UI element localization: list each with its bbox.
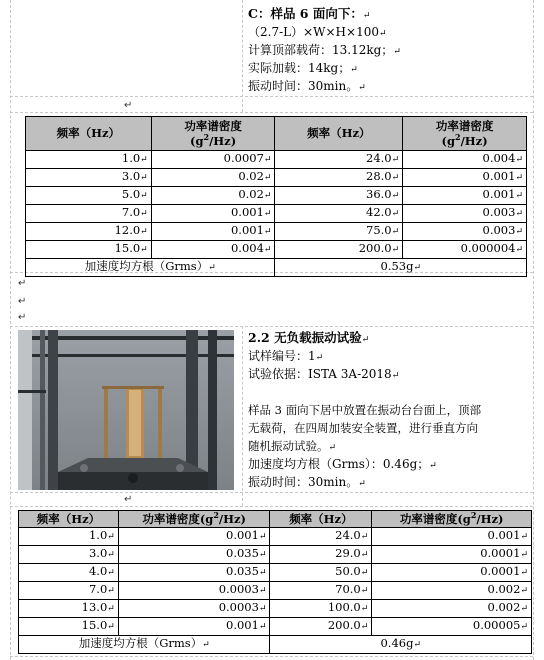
table-row (19, 582, 532, 600)
para-mark: ↵ (520, 622, 528, 632)
para-mark: ↵ (263, 155, 272, 165)
header-text: 功率谱密度(g (142, 511, 214, 526)
layout-guide (10, 492, 533, 493)
section-c-title (248, 6, 370, 24)
frequency-cell (270, 582, 372, 600)
para-mark: ↵ (358, 479, 366, 489)
cell-value: 1.0 (88, 528, 108, 542)
para-mark: ↵ (18, 296, 27, 307)
para-mark: ↵ (258, 586, 267, 596)
para-mark: ↵ (358, 83, 366, 93)
para-mark: ↵ (107, 586, 115, 596)
table-row (19, 564, 532, 582)
header-text: (g (190, 133, 204, 148)
cell-value: 24.0 (335, 528, 361, 542)
sample-number (248, 348, 323, 366)
para-mark: ↵ (140, 173, 148, 183)
frequency-cell (26, 205, 152, 223)
description-text: 样品 3 面向下居中放置在振动台台面上，顶部 (248, 403, 482, 417)
cell-value: 0.00005 (472, 618, 521, 632)
para-mark: ↵ (263, 227, 272, 237)
cell-value: 0.0001 (480, 546, 521, 560)
cell-value: 0.001 (482, 187, 516, 201)
para-mark: ↵ (360, 550, 369, 560)
layout-guide (10, 656, 533, 657)
psd-table-2 (18, 510, 532, 654)
header-freq (19, 511, 119, 528)
para-mark: ↵ (520, 532, 528, 542)
para-mark: ↵ (263, 245, 272, 255)
cell-value: 0.000004 (460, 241, 516, 255)
para-mark: ↵ (140, 155, 148, 165)
para-mark: ↵ (263, 191, 272, 201)
psd-cell (372, 546, 532, 564)
layout-guide (10, 0, 11, 660)
para-mark: ↵ (258, 604, 267, 614)
para-mark: ↵ (263, 209, 272, 219)
table-row (19, 618, 532, 636)
cell-value: 75.0 (366, 223, 392, 237)
frequency-cell (275, 223, 403, 241)
frequency-cell (26, 187, 152, 205)
psd-cell (403, 241, 527, 259)
header-text: 功率谱密度 (184, 118, 242, 133)
psd-cell (403, 169, 527, 187)
table-row (26, 169, 527, 187)
cell-value: 5.0 (121, 187, 141, 201)
para-mark: ↵ (515, 209, 523, 219)
para-mark: ↵ (360, 586, 369, 596)
section-22-title-text: 2.2 无负载振动试验 (248, 330, 362, 345)
cell-value: 0.001 (230, 223, 264, 237)
cell-value: 3.0 (121, 169, 141, 183)
para-mark: ↵ (258, 622, 267, 632)
description-line (248, 438, 336, 456)
grms-text: 加速度均方根（Grms）：0.46g； (248, 457, 430, 471)
para-mark: ↵ (263, 173, 272, 183)
frequency-cell (19, 582, 119, 600)
table-row (26, 223, 527, 241)
para-mark: ↵ (520, 586, 528, 596)
table-row (26, 187, 527, 205)
psd-cell (403, 223, 527, 241)
cell-value: 15.0 (81, 618, 108, 632)
grms-value-text: 0.53g (380, 259, 414, 273)
header-text: /Hz) (218, 511, 246, 526)
table-row (19, 528, 532, 546)
table-row (19, 600, 532, 618)
grms-value (270, 636, 532, 654)
psd-cell (151, 187, 275, 205)
cell-value: 29.0 (335, 546, 361, 560)
psd-cell (403, 187, 527, 205)
header-sup: 2 (455, 131, 461, 142)
cell-value: 4.0 (88, 564, 108, 578)
para-mark: ↵ (360, 604, 369, 614)
frequency-cell (270, 546, 372, 564)
layout-guide (533, 0, 534, 660)
dimension-text: （2.7-L）×W×H×100 (248, 25, 379, 39)
frequency-cell (26, 223, 152, 241)
layout-guide (10, 326, 533, 327)
cell-value: 0.001 (226, 618, 259, 632)
para-mark: ↵ (391, 245, 400, 255)
cell-value: 100.0 (327, 600, 361, 614)
para-mark: ↵ (258, 568, 267, 578)
grms-value-text: 0.46g (380, 636, 414, 650)
section-22-title (248, 330, 369, 348)
para-mark: ↵ (360, 622, 369, 632)
sample-number-text: 试样编号：1 (248, 349, 316, 363)
cell-value: 0.0003 (218, 582, 259, 596)
section-c-calc-load (248, 42, 401, 60)
cell-value: 7.0 (88, 582, 108, 596)
psd-cell (403, 205, 527, 223)
cell-value: 200.0 (327, 618, 361, 632)
section-c-dimension (248, 24, 387, 42)
para-mark: ↵ (391, 227, 400, 237)
cell-value: 0.035 (226, 564, 259, 578)
frequency-cell (19, 618, 119, 636)
para-mark: ↵ (391, 173, 400, 183)
psd-cell (151, 241, 275, 259)
psd-cell (372, 528, 532, 546)
psd-cell (151, 205, 275, 223)
cell-value: 13.0 (81, 600, 108, 614)
cell-value: 0.004 (482, 151, 516, 165)
header-psd (403, 117, 527, 151)
cell-value: 0.0003 (218, 600, 259, 614)
para-mark: ↵ (107, 604, 115, 614)
description-text: 无载荷，在四周加装安全装置，进行垂直方向 (248, 421, 478, 435)
cell-value: 0.001 (482, 169, 516, 183)
cell-value: 0.001 (230, 205, 264, 219)
para-mark: ↵ (18, 278, 27, 289)
para-mark: ↵ (515, 227, 523, 237)
header-sup: 2 (470, 509, 477, 520)
para-mark: ↵ (315, 353, 324, 363)
para-mark: ↵ (391, 209, 400, 219)
cell-value: 50.0 (335, 564, 361, 578)
para-mark: ↵ (124, 100, 133, 111)
layout-guide (242, 326, 243, 506)
para-mark: ↵ (258, 532, 267, 542)
cell-value: 0.002 (487, 582, 521, 596)
header-text: 频率（Hz） (307, 126, 371, 140)
para-mark: ↵ (258, 550, 267, 560)
para-mark: ↵ (140, 191, 148, 201)
frequency-cell (19, 546, 119, 564)
para-mark: ↵ (360, 568, 369, 578)
section-c-actual-load (248, 60, 358, 78)
test-basis (248, 366, 399, 384)
cell-value: 15.0 (114, 241, 141, 255)
psd-table-1 (25, 116, 527, 277)
para-mark: ↵ (429, 461, 437, 471)
para-mark: ↵ (140, 209, 148, 219)
frequency-cell (275, 241, 403, 259)
table-footer-row (26, 259, 527, 277)
para-mark: ↵ (378, 29, 387, 39)
cell-value: 0.003 (482, 223, 516, 237)
psd-cell (118, 582, 270, 600)
para-mark: ↵ (413, 640, 421, 650)
cell-value: 36.0 (366, 187, 392, 201)
para-mark: ↵ (360, 532, 369, 542)
psd-cell (118, 546, 270, 564)
frequency-cell (275, 151, 403, 169)
table-footer-row (19, 636, 532, 654)
para-mark: ↵ (124, 494, 133, 505)
test-basis-text: 试验依据：ISTA 3A-2018 (248, 367, 392, 381)
cell-value: 0.02 (238, 169, 264, 183)
vibration-test-photo (18, 330, 234, 490)
para-mark: ↵ (107, 568, 115, 578)
frequency-cell (275, 169, 403, 187)
frequency-cell (270, 564, 372, 582)
cell-value: 42.0 (366, 205, 392, 219)
vibration-table-image (18, 330, 234, 490)
table-header-row (19, 511, 532, 528)
para-mark: ↵ (107, 532, 115, 542)
para-mark: ↵ (208, 263, 216, 273)
para-mark: ↵ (391, 191, 400, 201)
header-psd (151, 117, 275, 151)
header-text: 功率谱密度 (435, 118, 494, 133)
header-psd (118, 511, 270, 528)
para-mark: ↵ (391, 155, 400, 165)
header-text: /Hz) (209, 133, 237, 148)
cell-value: 1.0 (121, 151, 141, 165)
table-row (26, 205, 527, 223)
cell-value: 24.0 (366, 151, 392, 165)
header-sup: 2 (213, 509, 219, 520)
grms-label (19, 636, 270, 654)
para-mark: ↵ (413, 263, 421, 273)
para-mark: ↵ (107, 622, 115, 632)
para-mark: ↵ (202, 640, 210, 650)
cell-value: 0.001 (226, 528, 259, 542)
para-mark: ↵ (515, 173, 523, 183)
psd-cell (151, 223, 275, 241)
para-mark: ↵ (391, 371, 400, 381)
para-mark: ↵ (328, 443, 337, 453)
frequency-cell (26, 241, 152, 259)
para-mark: ↵ (140, 227, 148, 237)
para-mark: ↵ (107, 550, 115, 560)
description-text: 随机振动试验。 (248, 439, 329, 453)
layout-guide (10, 506, 533, 507)
para-mark: ↵ (350, 65, 358, 75)
header-text: (g (441, 133, 456, 148)
cell-value: 0.0001 (480, 564, 521, 578)
cell-value: 200.0 (358, 241, 392, 255)
header-text: /Hz) (460, 133, 488, 148)
cell-value: 0.02 (238, 187, 264, 201)
cell-value: 0.035 (226, 546, 259, 560)
header-text: 功率谱密度(g (399, 511, 471, 526)
grms-label (26, 259, 275, 277)
table-row (26, 241, 527, 259)
header-freq (26, 117, 152, 151)
frequency-cell (19, 564, 119, 582)
header-freq (275, 117, 403, 151)
table-header-row (26, 117, 527, 151)
para-mark: ↵ (362, 11, 371, 21)
vib-time-line (248, 474, 366, 492)
vib-time-text: 振动时间：30min。 (248, 79, 359, 93)
frequency-cell (270, 618, 372, 636)
actual-load-text: 实际加载：14kg； (248, 61, 351, 75)
header-text: 频率（Hz） (36, 511, 101, 526)
cell-value: 3.0 (88, 546, 108, 560)
cell-value: 7.0 (121, 205, 141, 219)
psd-cell (118, 618, 270, 636)
para-mark: ↵ (18, 312, 27, 323)
cell-value: 0.002 (487, 600, 521, 614)
frequency-cell (270, 600, 372, 618)
cell-value: 12.0 (114, 223, 141, 237)
frequency-cell (275, 187, 403, 205)
frequency-cell (26, 151, 152, 169)
psd-cell (118, 528, 270, 546)
section-c-vib-time (248, 78, 366, 96)
section-c-title-text: C：样品 6 面向下： (248, 6, 363, 21)
header-text: 频率（Hz） (56, 126, 121, 140)
para-mark: ↵ (520, 568, 528, 578)
frequency-cell (19, 528, 119, 546)
frequency-cell (19, 600, 119, 618)
para-mark: ↵ (520, 604, 528, 614)
calc-load-text: 计算顶部载荷：13.12kg； (248, 43, 394, 57)
psd-cell (151, 169, 275, 187)
layout-guide (10, 96, 533, 97)
para-mark: ↵ (140, 245, 148, 255)
psd-cell (372, 618, 532, 636)
grms-label-text: 加速度均方根（Grms） (84, 259, 209, 273)
table-row (19, 546, 532, 564)
description-line (248, 402, 481, 418)
frequency-cell (26, 169, 152, 187)
frequency-cell (270, 528, 372, 546)
grms-line (248, 456, 437, 474)
header-text: 频率（Hz） (289, 511, 353, 526)
cell-value: 0.004 (230, 241, 264, 255)
header-sup: 2 (203, 131, 210, 142)
header-psd (372, 511, 532, 528)
para-mark: ↵ (361, 335, 370, 345)
vib-time-text: 振动时间：30min。 (248, 475, 359, 489)
para-mark: ↵ (515, 191, 523, 201)
grms-value (275, 259, 527, 277)
cell-value: 70.0 (335, 582, 361, 596)
para-mark: ↵ (515, 245, 523, 255)
psd-cell (118, 600, 270, 618)
psd-cell (118, 564, 270, 582)
cell-value: 28.0 (366, 169, 392, 183)
para-mark: ↵ (520, 550, 528, 560)
para-mark: ↵ (393, 47, 401, 57)
cell-value: 0.001 (487, 528, 521, 542)
header-text: /Hz) (476, 511, 504, 526)
header-freq (270, 511, 372, 528)
psd-cell (151, 151, 275, 169)
cell-value: 0.0007 (223, 151, 264, 165)
psd-cell (372, 564, 532, 582)
para-mark: ↵ (515, 155, 523, 165)
table-row (26, 151, 527, 169)
grms-label-text: 加速度均方根（Grms） (78, 636, 203, 650)
layout-guide (10, 112, 533, 113)
psd-cell (403, 151, 527, 169)
cell-value: 0.003 (482, 205, 516, 219)
psd-cell (372, 600, 532, 618)
description-line (248, 420, 478, 436)
frequency-cell (275, 205, 403, 223)
psd-cell (372, 582, 532, 600)
